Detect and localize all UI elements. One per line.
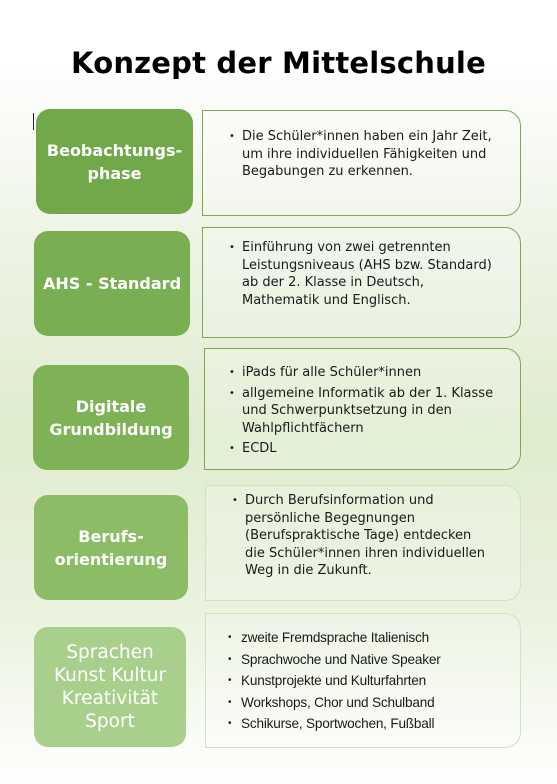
description-box-ahs-standard [202,227,521,338]
label-box-ahs-standard: AHS - Standard [34,231,190,336]
bullet-item: • allgemeine Informatik ab der 1. Klasse und Schwerpunktsetzung in den Wahlpflichtfächern [229,385,499,438]
page-title: Konzept der Mittelschule [71,46,486,80]
description-box-berufsorientierung [205,485,521,601]
bullet-item: • Kunstprojekte und Kulturfahrten [228,670,508,692]
description-box-beobachtungsphase [202,110,521,216]
bullet-item: • Workshops, Chor und Schulband [228,692,508,714]
bullet-item: • ECDL [229,440,499,458]
label-box-digitale-grundbildung: Digitale Grundbildung [33,365,189,470]
bullet-item: • iPads für alle Schüler*innen [229,364,499,382]
label-box-berufsorientierung: Berufs- orientierung [34,495,188,600]
text-cursor [33,113,34,130]
bullet-item: • Einführung von zwei getrennten Leistungsniveaus (AHS bzw. Standard) ab der 2. Klasse in Deutsch, Mathematik und Englisch. [229,239,499,309]
bullet-item: • Schikurse, Sportwochen, Fußball [228,713,508,735]
bullet-item: • Sprachwoche und Native Speaker [228,649,508,671]
bullet-list-sprachen-kunst-kultur [228,627,508,735]
description-box-sprachen-kunst-kultur [205,613,521,748]
bullet-list-ahs-standard [229,239,499,309]
description-box-digitale-grundbildung [204,348,521,470]
label-box-sprachen-kunst-kultur: Sprachen Kunst Kultur Kreativität Sport [34,627,186,747]
bullet-item: • zweite Fremdsprache Italienisch [228,627,508,649]
bullet-list-berufsorientierung [232,492,492,580]
bullet-list-digitale-grundbildung [229,364,499,461]
bullet-list-beobachtungsphase [229,128,499,181]
label-box-beobachtungsphase: Beobachtungs- phase [36,109,193,214]
bullet-item: • Durch Berufsinformation und persönliche Begegnungen (Berufspraktische Tage) entdecken die Schüler*innen ihren individuellen Weg in die Zukunft. [232,492,492,580]
bullet-item: • Die Schüler*innen haben ein Jahr Zeit, um ihre individuellen Fähigkeiten und Begabungen zu erkennen. [229,128,499,181]
